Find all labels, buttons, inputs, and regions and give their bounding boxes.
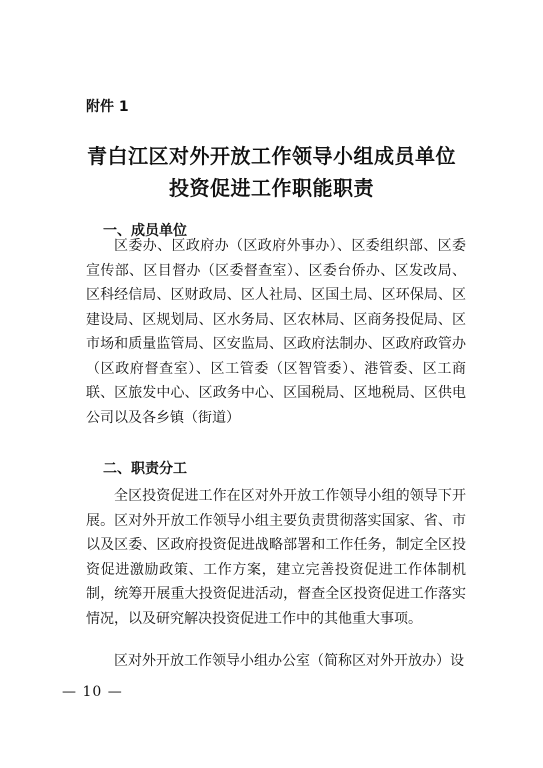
- section-heading-members: 一、成员单位: [103, 223, 187, 239]
- member-units-paragraph: 区委办、区政府办（区政府外事办）、区委组织部、区委宣传部、区目督办（区委督查室）、区委台侨办、区发改局、区科经信局、区财政局、区人社局、区国土局、区环保局、区建设局、区规划局、区水务局、区农林局、区商务投促局、区市场和质量监管局、区安监局、区政府法制办、区政府政管办（区政府督查室）、区工管委（区智管委）、港管委、区工商联、区旅发中心、区政务中心、区国税局、区地税局、区供电公司以及各乡镇（街道）: [86, 238, 466, 426]
- document-title-line-1: 青白江区对外开放工作领导小组成员单位: [87, 144, 456, 168]
- document-title-line-2: 投资促进工作职能职责: [169, 176, 374, 200]
- duties-paragraph: 全区投资促进工作在区对外开放工作领导小组的领导下开展。区对外开放工作领导小组主要负责贯彻落实国家、省、市以及区委、区政府投资促进战略部署和工作任务，制定全区投资促进激励政策、工作方案，建立完善投资促进工作体制机制，统筹开展重大投资促进活动，督查全区投资促进工作落实情况，以及研究解决投资促进工作中的其他重大事项。: [86, 488, 466, 627]
- attachment-label: 附件 1: [86, 99, 129, 115]
- section-heading-duties: 二、职责分工: [103, 461, 187, 477]
- office-paragraph: 区对外开放工作领导小组办公室（简称区对外开放办）设: [114, 653, 464, 669]
- page-number: — 10 —: [62, 684, 123, 700]
